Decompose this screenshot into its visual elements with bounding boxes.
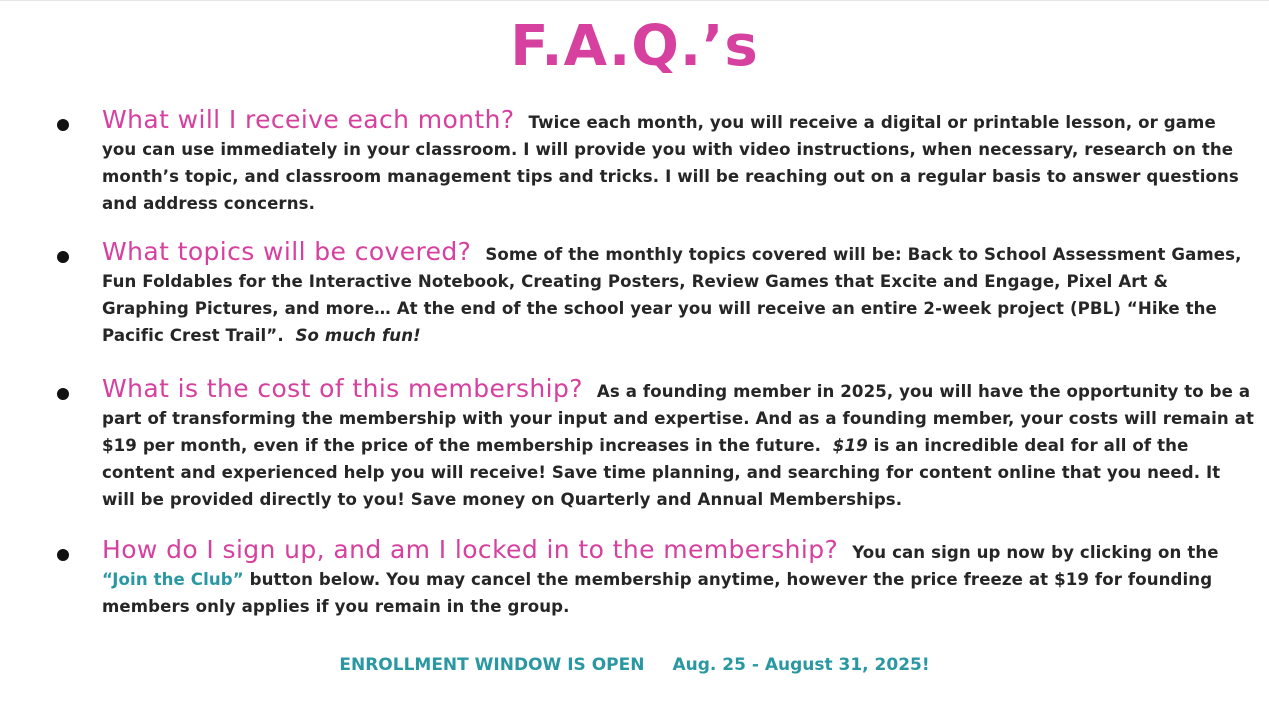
faq-answer-emphasis: So much fun! xyxy=(295,326,421,345)
faq-item xyxy=(102,238,1254,349)
enrollment-status: ENROLLMENT WINDOW IS OPEN xyxy=(339,655,645,675)
faq-item xyxy=(102,106,1254,217)
faq-answer: Some of the monthly topics covered will be: Back to School Assessment Games, Fun Foldables for the Interactive Notebook, Creating Posters, Review Games that Excite and Engage, Pixel Art & Graphing Pictures, and more… At the end of the school year you will receive an entire 2-week project (PBL) “Hike the Pacific Crest Trail”. xyxy=(102,245,1242,345)
enrollment-dates: Aug. 25 - August 31, 2025! xyxy=(672,655,930,675)
faq-question: How do I sign up, and am I locked in to the membership? xyxy=(102,535,839,564)
enrollment-banner xyxy=(0,655,1269,675)
faq-question: What topics will be covered? xyxy=(102,237,472,266)
faq-question: What will I receive each month? xyxy=(102,105,515,134)
page-title: F.A.Q.’s xyxy=(510,14,759,79)
faq-answer-emphasis: $19 xyxy=(832,436,868,455)
faq-answer: Twice each month, you will receive a digital or printable lesson, or game you can use immediately in your classroom. I will provide you with video instructions, when necessary, research on the month’s topic, and classroom management tips and tricks. I will be reaching out on a regular basis to answer questions and address concerns. xyxy=(102,113,1239,213)
faq-answer: You can sign up now by clicking on the xyxy=(852,543,1219,562)
faq-item xyxy=(102,536,1254,620)
faq-answer-continued: button below. You may cancel the membership anytime, however the price freeze at $19 for founding members only applies if you remain in the group. xyxy=(102,570,1213,616)
faq-answer-continued: is an incredible deal for all of the content and experienced help you will receive! Save time planning, and searching for content online that you need. It will be provided directly to you! Save money on Quarterly and Annual Memberships. xyxy=(102,436,1221,509)
faq-question: What is the cost of this membership? xyxy=(102,374,583,403)
bullet-icon xyxy=(57,549,69,561)
faq-answer: As a founding member in 2025, you will have the opportunity to be a part of transforming the membership with your input and expertise. And as a founding member, your costs will remain at $19 per month, even if the price of the membership increases in the future. xyxy=(102,382,1254,455)
bullet-icon xyxy=(57,251,69,263)
top-divider xyxy=(0,0,1269,1)
bullet-icon xyxy=(57,388,69,400)
faq-item xyxy=(102,375,1254,513)
bullet-icon xyxy=(57,119,69,131)
join-the-club-link[interactable]: “Join the Club” xyxy=(102,570,244,589)
